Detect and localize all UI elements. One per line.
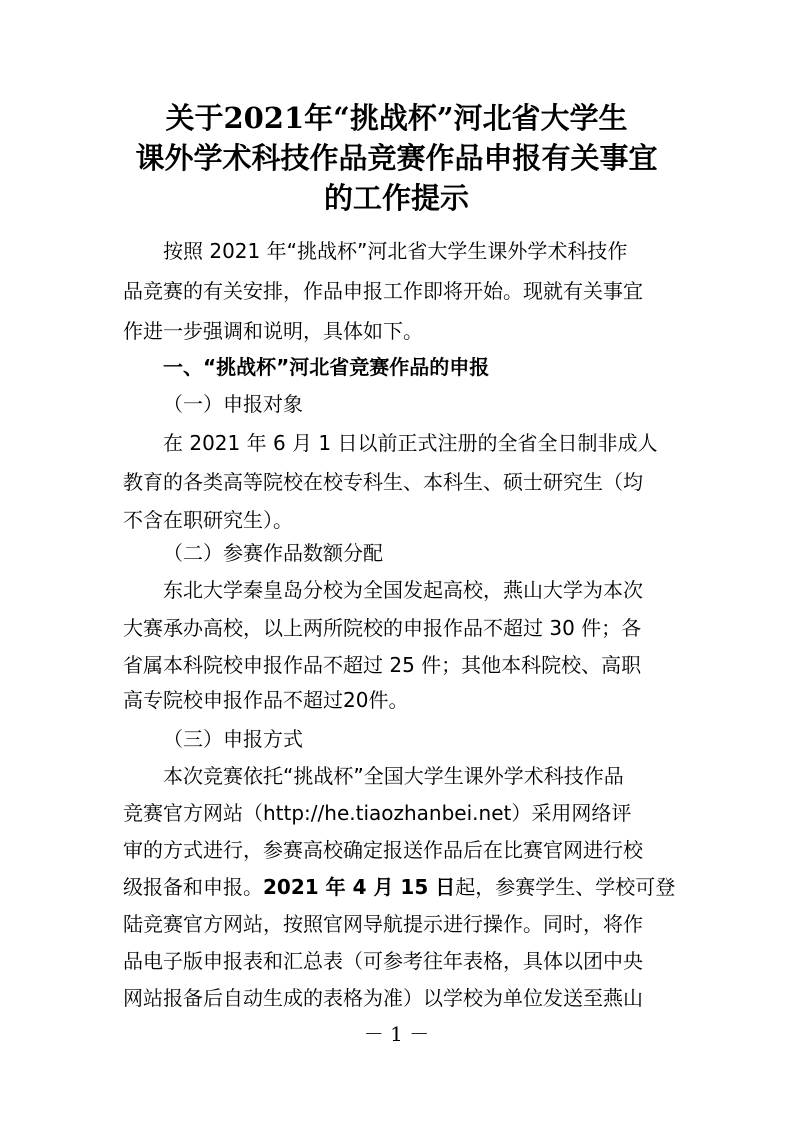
- sub3-line-6: 品电子版申报表和汇总表（可参考往年表格，具体以团中央: [123, 949, 643, 973]
- sub3-line-7: 网站报备后自动生成的表格为准）以学校为单位发送至燕山: [123, 986, 643, 1010]
- title-line-1: 关于2021年“挑战杯”河北省大学生: [165, 101, 628, 135]
- section-1-heading: 一、“挑战杯”河北省竞赛作品的申报: [163, 355, 490, 379]
- sub3-line-4-date: 2021 年 4 月 15 日: [263, 875, 456, 899]
- page-number: － 1 －: [363, 1022, 430, 1046]
- sub2-line-2: 大赛承办高校，以上两所院校的申报作品不超过 30 件；各: [123, 616, 642, 640]
- sub3-line-4: [123, 875, 683, 899]
- sub3-line-4-prefix: 级报备和申报。: [123, 875, 263, 899]
- sub2-line-3: 省属本科院校申报作品不超过 25 件；其他本科院校、高职: [123, 653, 642, 677]
- title-line-2: 课外学术科技作品竞赛作品申报有关事宜: [135, 141, 658, 175]
- sub3-line-4-suffix: 起，参赛学生、学校可登: [455, 875, 676, 899]
- intro-line-1: 按照 2021 年“挑战杯”河北省大学生课外学术科技作: [163, 239, 628, 263]
- sub3-line-1: 本次竞赛依托“挑战杯”全国大学生课外学术科技作品: [163, 764, 624, 788]
- sub1-line-2: 教育的各类高等院校在校专科生、本科生、硕士研究生（均: [123, 470, 643, 494]
- document-title: [60, 98, 733, 218]
- subsection-3-heading: （三）申报方式: [163, 727, 303, 751]
- sub1-line-1: 在 2021 年 6 月 1 日以前正式注册的全省全日制非成人: [163, 431, 658, 455]
- sub2-line-4: 高专院校申报作品不超过20件。: [123, 688, 409, 712]
- subsection-2-heading: （二）参赛作品数额分配: [163, 541, 383, 565]
- title-line-3: 的工作提示: [323, 181, 469, 215]
- intro-line-2: 品竞赛的有关安排，作品申报工作即将开始。现就有关事宜: [123, 279, 643, 303]
- sub3-line-2: 竞赛官方网站（http://he.tiaozhanbei.net）采用网络评: [123, 801, 632, 825]
- sub3-line-3: 审的方式进行，参赛高校确定报送作品后在比赛官网进行校: [123, 838, 643, 862]
- sub2-line-1: 东北大学秦皇岛分校为全国发起高校，燕山大学为本次: [163, 578, 643, 602]
- sub1-line-3: 不含在职研究生）。: [123, 508, 293, 532]
- intro-line-3: 作进一步强调和说明，具体如下。: [123, 319, 423, 343]
- subsection-1-heading: （一）申报对象: [163, 392, 303, 416]
- sub3-line-5: 陆竞赛官方网站，按照官网导航提示进行操作。同时，将作: [123, 912, 643, 936]
